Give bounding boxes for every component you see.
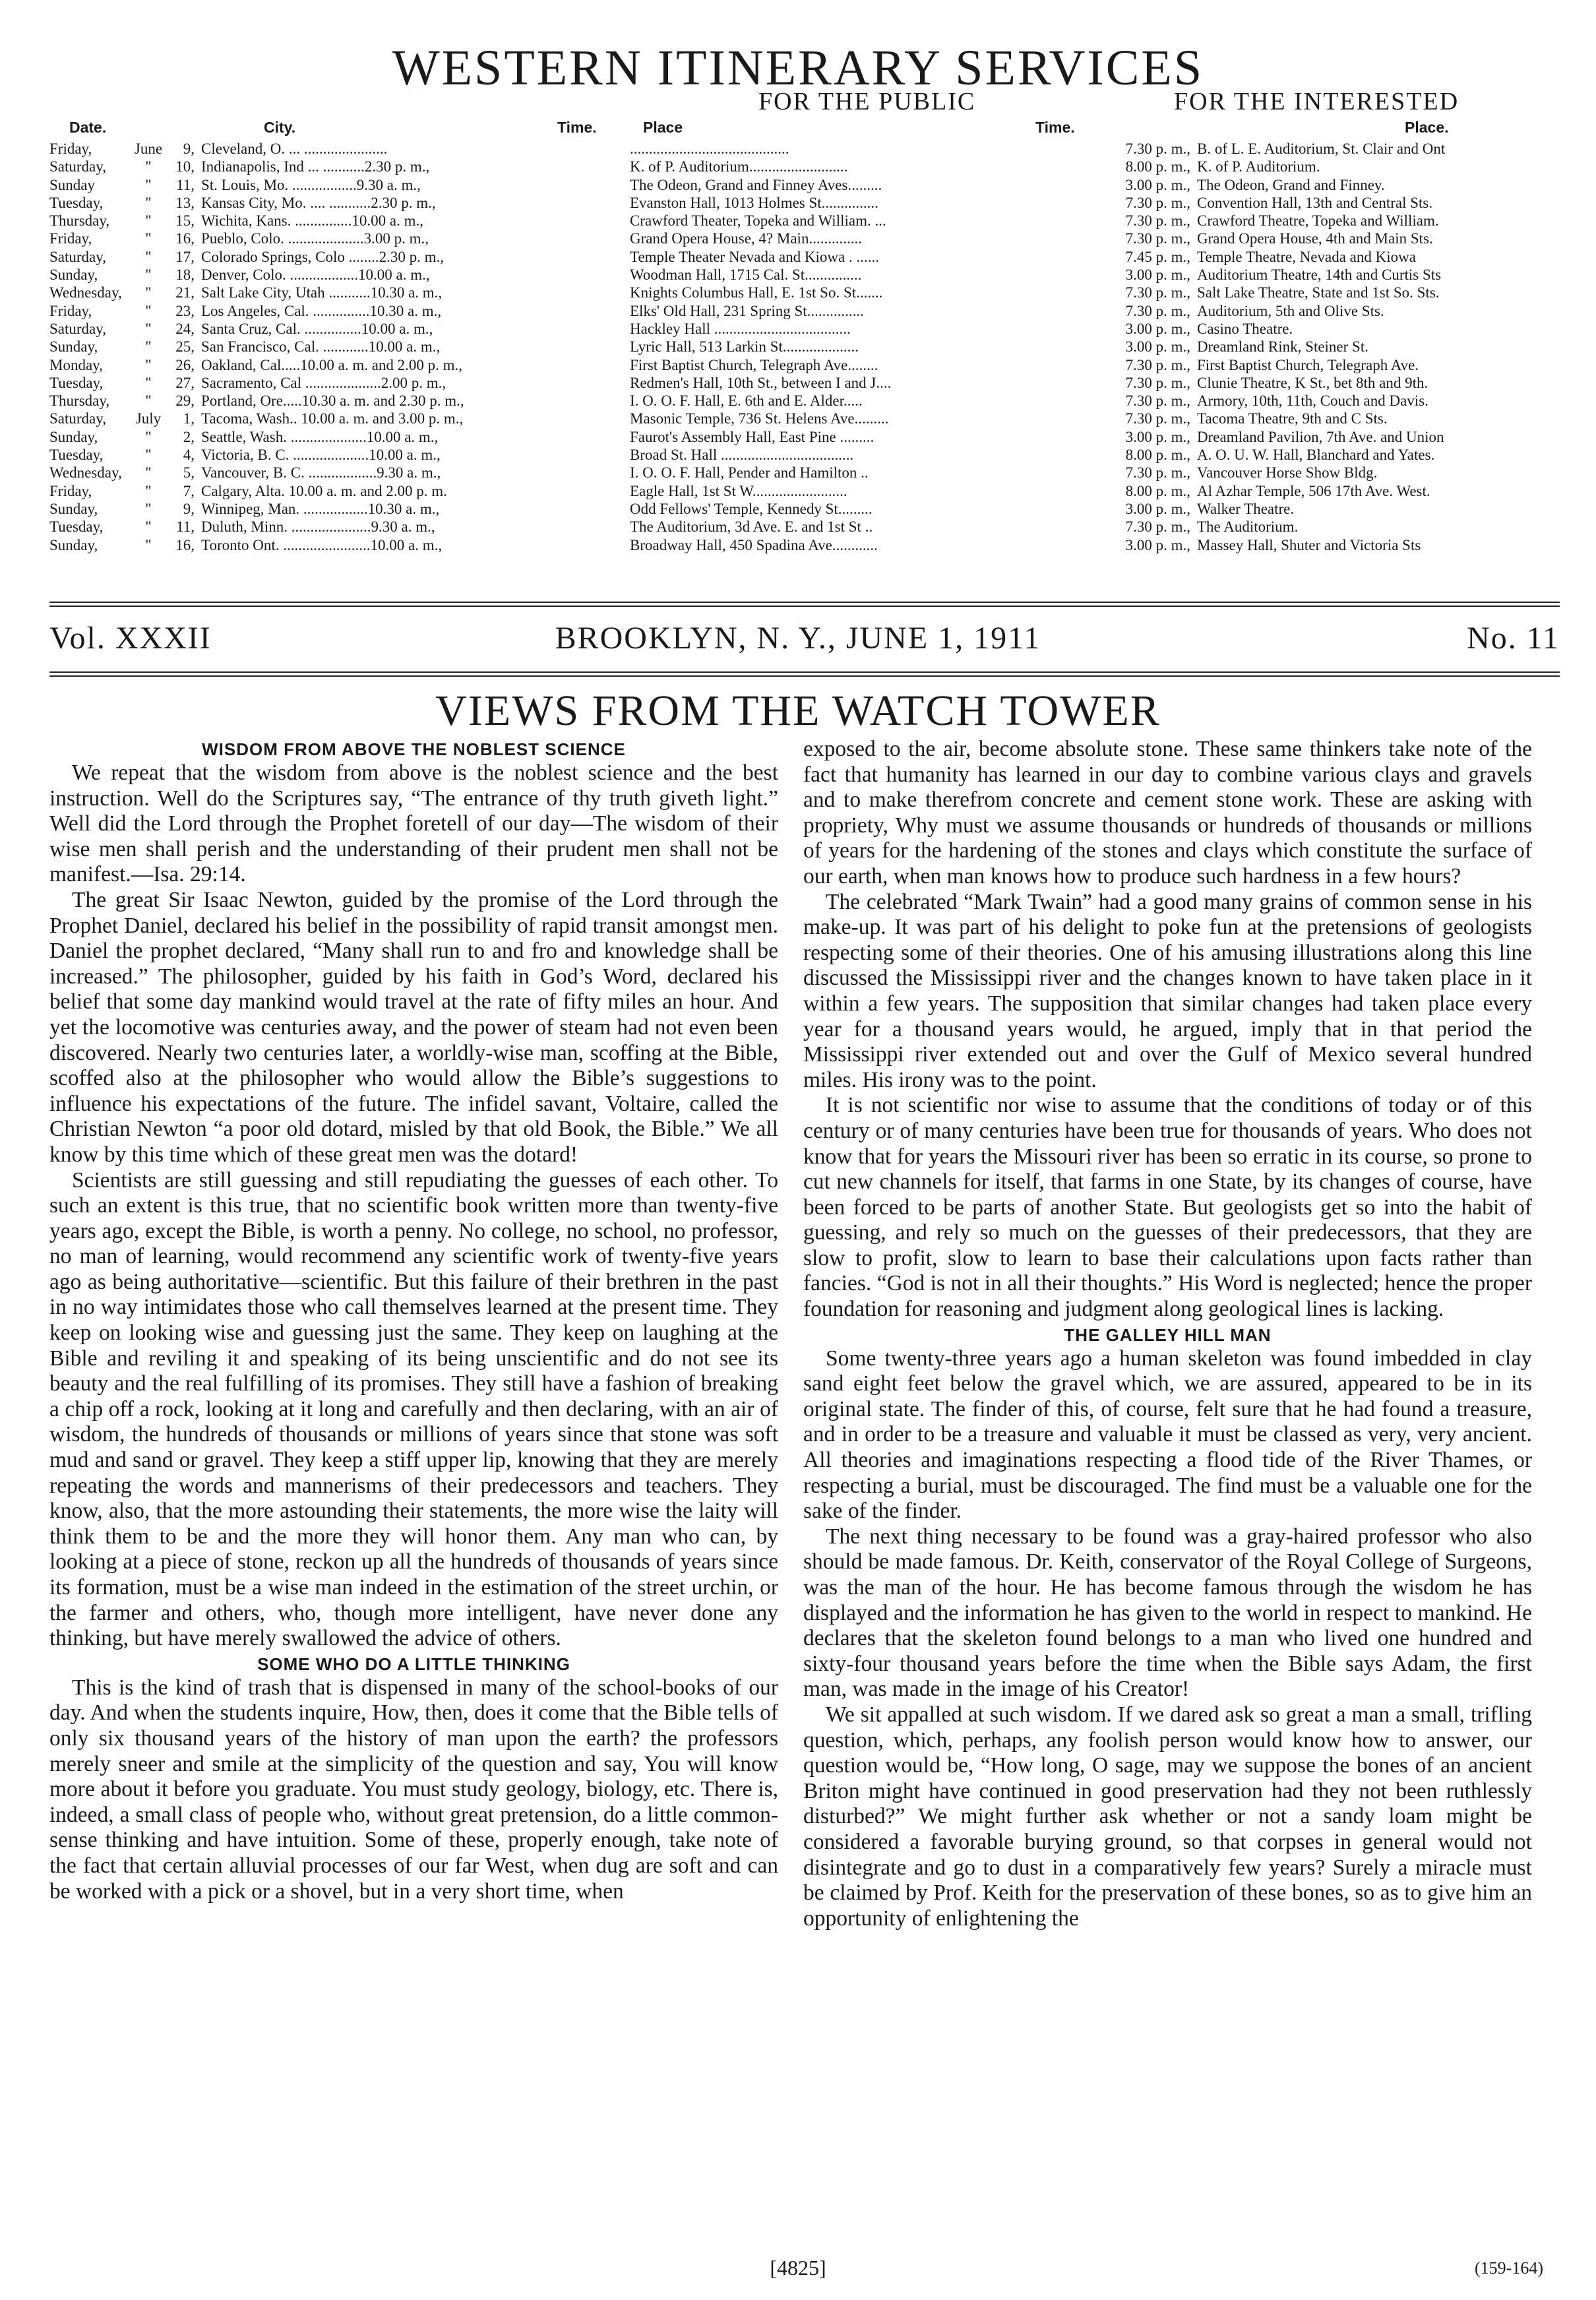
row-city-time: St. Louis, Mo. .................9.30 a. m., xyxy=(201,176,421,193)
itinerary-row xyxy=(49,230,1560,247)
row-city-time: Portland, Ore.....10.30 a. m. and 2.30 p. m., xyxy=(201,392,464,410)
row-month: " xyxy=(145,212,152,230)
row-time: 8.00 p. m., xyxy=(1125,447,1190,464)
row-month: " xyxy=(145,194,152,211)
row-city-time: Calgary, Alta. 10.00 a. m. and 2.00 p. m. xyxy=(201,482,447,499)
row-month: " xyxy=(145,500,152,517)
row-city-time: Toronto Ont. .......................10.00 a. m., xyxy=(201,536,443,553)
row-place-2: Crawford Theatre, Topeka and William. xyxy=(1197,212,1439,230)
row-date-number: 1, xyxy=(183,410,195,427)
row-city-time: Oakland, Cal.....10.00 a. m. and 2.00 p. m., xyxy=(201,356,463,373)
paragraph: Some twenty-three years ago a human skeleton was found imbedded in clay sand eight feet below the gravel which, we are assured, appeared to be in its original state. The finder of this, of course, felt sure that he had found a treasure, and in order to be a treasure and valuable it must be classed as very, very ancient. All theories and imaginations respecting a flood tide of the River Thames, or respecting a burial, must be discouraged. The find must be a valuable one for the sake of the finder. xyxy=(803,1346,1532,1524)
row-place: Redmen's Hall, 10th St., between I and J.... xyxy=(630,374,892,391)
row-city-time: San Francisco, Cal. ............10.00 a. m., xyxy=(201,338,441,356)
row-place: Temple Theater Nevada and Kiowa . ...... xyxy=(630,248,879,265)
row-day: Tuesday, xyxy=(49,374,104,391)
row-place-2: Convention Hall, 13th and Central Sts. xyxy=(1197,194,1433,211)
itinerary-row xyxy=(49,140,1560,158)
issue-dateline: BROOKLYN, N. Y., JUNE 1, 1911 xyxy=(555,621,1041,656)
row-date-number: 10, xyxy=(175,158,195,175)
row-city-time: Sacramento, Cal ....................2.00 p. m., xyxy=(201,374,446,391)
row-place-2: The Auditorium. xyxy=(1197,518,1299,536)
article-headline: VIEWS FROM THE WATCH TOWER xyxy=(435,687,1161,735)
row-place-2: Grand Opera House, 4th and Main Sts. xyxy=(1197,230,1433,247)
row-city-time: Duluth, Minn. .....................9.30 a. m., xyxy=(201,518,435,536)
row-day: Saturday, xyxy=(49,248,107,265)
rule-mid-2 xyxy=(49,675,1560,677)
itinerary-row xyxy=(49,392,1560,410)
itinerary-row xyxy=(49,212,1560,230)
row-city-time: Salt Lake City, Utah ...........10.30 a. m., xyxy=(201,284,443,301)
row-city-time: Wichita, Kans. ...............10.00 a. m., xyxy=(201,212,423,230)
row-place: Masonic Temple, 736 St. Helens Ave......... xyxy=(630,410,889,427)
row-date-number: 16, xyxy=(175,230,195,247)
row-time: 7.30 p. m., xyxy=(1125,194,1190,211)
row-time: 7.30 p. m., xyxy=(1125,302,1190,319)
row-place-2: Dreamland Pavilion, 7th Ave. and Union xyxy=(1197,428,1444,445)
rule-top-2 xyxy=(49,606,1560,607)
row-place-2: Al Azhar Temple, 506 17th Ave. West. xyxy=(1197,482,1430,499)
row-month: " xyxy=(145,248,152,265)
itinerary-header xyxy=(49,119,1560,140)
row-day: Monday, xyxy=(49,356,103,373)
row-place: Eagle Hall, 1st St W......................... xyxy=(630,482,847,499)
row-day: Friday, xyxy=(49,482,92,499)
row-place: K. of P. Auditorium.......................... xyxy=(630,158,848,175)
row-place-2: Tacoma Theatre, 9th and C Sts. xyxy=(1197,410,1388,427)
row-date-number: 4, xyxy=(183,447,195,464)
itinerary-table xyxy=(49,119,1560,554)
paragraph: exposed to the air, become absolute stone. These same thinkers take note of the fact that humanity has learned in our day to combine various clays and gravels and to make therefrom concrete and cement stone work. These are asking with propriety, Why must we assume thousands or hundreds of thousands or millions of years for the hardening of the stones and clays which constitute the surface of our earth, when man knows how to produce such hardness in a few hours? xyxy=(803,737,1532,888)
row-day: Tuesday, xyxy=(49,518,104,536)
row-date-number: 26, xyxy=(175,356,195,373)
row-city-time: Denver, Colo. ..................10.00 a. m., xyxy=(201,266,430,284)
row-city-time: Colorado Springs, Colo ........2.30 p. m., xyxy=(201,248,445,265)
left-column xyxy=(49,737,778,1904)
row-place-2: Dreamland Rink, Steiner St. xyxy=(1197,338,1368,356)
row-month: " xyxy=(145,302,152,319)
row-month: " xyxy=(145,176,152,193)
row-day: Saturday, xyxy=(49,320,107,337)
row-time: 8.00 p. m., xyxy=(1125,158,1190,175)
row-place: Lyric Hall, 513 Larkin St.................... xyxy=(630,338,859,356)
row-date-number: 29, xyxy=(175,392,195,410)
itinerary-row xyxy=(49,248,1560,266)
row-city-time: Tacoma, Wash.. 10.00 a. m. and 3.00 p. m., xyxy=(201,410,464,427)
header-time: Time. xyxy=(557,119,597,136)
row-date-number: 9, xyxy=(183,500,195,517)
row-place: Broad St. Hall ................................... xyxy=(630,447,854,464)
rule-top-1 xyxy=(49,602,1560,603)
row-time: 3.00 p. m., xyxy=(1125,428,1190,445)
row-time: 3.00 p. m., xyxy=(1125,536,1190,553)
row-city-time: Santa Cruz, Cal. ...............10.00 a. m., xyxy=(201,320,433,337)
row-place-2: Clunie Theatre, K St., bet 8th and 9th. xyxy=(1197,374,1428,391)
row-place: I. O. O. F. Hall, Pender and Hamilton .. xyxy=(630,464,869,482)
row-month: " xyxy=(145,284,152,301)
itinerary-row xyxy=(49,410,1560,427)
row-time: 7.30 p. m., xyxy=(1125,392,1190,410)
row-place-2: Auditorium, 5th and Olive Sts. xyxy=(1197,302,1384,319)
row-place: Odd Fellows' Temple, Kennedy St......... xyxy=(630,500,873,517)
row-month: " xyxy=(145,158,152,175)
row-place-2: Temple Theatre, Nevada and Kiowa xyxy=(1197,248,1416,265)
row-time: 3.00 p. m., xyxy=(1125,338,1190,356)
paragraph: We sit appalled at such wisdom. If we dared ask so great a man a small, trifling question, which, perhaps, any foolish person would know how to answer, our question would be, “How long, O sage, may we suppose the bones of an ancient Briton might have continued in good preservation had they not been ruthlessly disturbed?” We might further ask whether or not a sandy loam might be considered a favorable burying ground, so that corpses in general would not disintegrate and go to dust in a comparatively few years? Surely a miracle must be claimed by Prof. Keith for the preservation of these bones, so as to give him an opportunity of enlightening the xyxy=(803,1702,1532,1931)
right-column xyxy=(803,737,1532,1931)
row-place: Faurot's Assembly Hall, East Pine ......... xyxy=(630,428,875,445)
row-place-2: First Baptist Church, Telegraph Ave. xyxy=(1197,356,1419,373)
row-month: " xyxy=(145,356,152,373)
row-date-number: 27, xyxy=(175,374,195,391)
row-day: Friday, xyxy=(49,302,92,319)
row-time: 7.45 p. m., xyxy=(1125,248,1190,265)
row-city-time: Victoria, B. C. ....................10.00 a. m., xyxy=(201,447,441,464)
row-time: 7.30 p. m., xyxy=(1125,356,1190,373)
row-month: " xyxy=(145,464,152,482)
itinerary-row xyxy=(49,266,1560,284)
row-date-number: 2, xyxy=(183,428,195,445)
itinerary-row xyxy=(49,356,1560,374)
row-city-time: Cleveland, O. ... ...................... xyxy=(201,140,388,157)
row-time: 8.00 p. m., xyxy=(1125,482,1190,499)
row-city-time: Los Angeles, Cal. ...............10.30 a. m., xyxy=(201,302,442,319)
row-time: 7.30 p. m., xyxy=(1125,212,1190,230)
row-month: June xyxy=(134,140,163,157)
itinerary-row xyxy=(49,302,1560,320)
rule-mid-1 xyxy=(49,671,1560,673)
row-place: Woodman Hall, 1715 Cal. St............... xyxy=(630,266,862,284)
paragraph: This is the kind of trash that is dispensed in many of the school-books of our day. And when the students inquire, How, then, does it come that the Bible tells of only six thousand years of the history of man upon the earth? the professors merely sneer and smile at the simplicity of the question and say, You will know more about it before you graduate. You must study geology, biology, etc. There is, indeed, a small class of people who, without great pretension, do a little common-sense thinking and have intuition. Some of these, properly enough, take note of the fact that certain alluvial processes of our far West, when dug are soft and can be worked with a pick or a shovel, but in a very short time, when xyxy=(49,1675,778,1904)
row-city-time: Winnipeg, Man. .................10.30 a. m., xyxy=(201,500,440,517)
row-place-2: Vancouver Horse Show Bldg. xyxy=(1197,464,1378,482)
row-day: Sunday, xyxy=(49,536,98,553)
row-month: " xyxy=(145,374,152,391)
paragraph: The celebrated “Mark Twain” had a good many grains of common sense in his make-up. It was part of his delight to poke fun at the pretensions of geologists respecting some of their theories. One of his amusing illustrations along this line discussed the Mississippi river and the changes known to have taken place in it within a few years. The supposition that similar changes had taken place every year for a thousand years would, he argued, imply that in that period the Mississippi river extended out and over the Gulf of Mexico several hundred miles. His irony was to the point. xyxy=(803,889,1532,1092)
row-place: Evanston Hall, 1013 Holmes St............... xyxy=(630,194,878,211)
row-date-number: 24, xyxy=(175,320,195,337)
masthead-subtitle-interested: FOR THE INTERESTED xyxy=(1174,88,1459,115)
row-date-number: 18, xyxy=(175,266,195,284)
row-day: Saturday, xyxy=(49,410,107,427)
row-date-number: 5, xyxy=(183,464,195,482)
row-place: Crawford Theater, Topeka and William. ... xyxy=(630,212,886,230)
row-month: " xyxy=(145,428,152,445)
itinerary-row xyxy=(49,482,1560,500)
masthead-title: WESTERN ITINERARY SERVICES xyxy=(392,40,1204,96)
row-day: Friday, xyxy=(49,230,92,247)
row-place: .......................................... xyxy=(630,140,789,157)
row-time: 7.30 p. m., xyxy=(1125,284,1190,301)
row-city-time: Vancouver, B. C. ..................9.30 a. m., xyxy=(201,464,441,482)
header-time-2: Time. xyxy=(1035,119,1075,136)
row-date-number: 13, xyxy=(175,194,195,211)
row-place: The Auditorium, 3d Ave. E. and 1st St .. xyxy=(630,518,873,536)
row-place-2: Walker Theatre. xyxy=(1197,500,1295,517)
section-subheading: THE GALLEY HILL MAN xyxy=(1064,1324,1272,1345)
row-day: Tuesday, xyxy=(49,447,104,464)
row-date-number: 11, xyxy=(176,176,195,193)
row-place: First Baptist Church, Telegraph Ave........ xyxy=(630,356,878,373)
itinerary-row xyxy=(49,158,1560,175)
masthead-subtitle-public: FOR THE PUBLIC xyxy=(758,88,976,115)
row-time: 7.30 p. m., xyxy=(1125,140,1190,157)
paragraph: It is not scientific nor wise to assume that the conditions of today or of this century or of many centuries have been true for thousands of years. Who does not know that for years the Missouri river has been so erratic in its course, so prone to cut new channels for itself, that farms in one State, by its changes of course, have been forced to be parts of another State. But geologists get so into the habit of guessing, and rely so much on the guesses of their predecessors, that they are slow to profit, slow to learn to base their calculations upon facts rather than fancies. “God is not in all their thoughts.” His Word is neglected; hence the proper foundation for reasoning and judgment along geological lines is lacking. xyxy=(803,1093,1532,1322)
paragraph: Scientists are still guessing and still repudiating the guesses of each other. To such an extent is this true, that no scientific book written more than twenty-five years ago, except the Bible, is worth a penny. No college, no school, no professor, no man of learning, would recommend any scientific work of twenty-five years ago as being authoritative—scientific. But this failure of their brethren in the past in no way intimidates those who call themselves learned at the present time. They keep on looking wise and guessing just the same. They keep on laughing at the Bible and reviling it and speaking of its being unscientific and do not see its beauty and the real fulfilling of its promises. They still have a fashion of breaking a chip off a rock, looking at it long and carefully and then declaring, with an air of wisdom, the hundreds of thousands or millions of years since that stone was soft mud and sand or gravel. They keep a stiff upper lip, knowing that they are merely repeating the words and mannerisms of their predecessors and teachers. They know, also, that the more astounding their statements, the more wise the laity will think them to be and the more they will honor them. Any man who can, by looking at a piece of stone, reckon up all the hundreds of thousands of years since its formation, must be a wise man indeed in the estimation of the street urchin, or the farmer and others, who, though more intelligent, have never done any thinking, but have merely swallowed the advice of others. xyxy=(49,1167,778,1651)
row-month: " xyxy=(145,392,152,410)
issue-volume: Vol. XXXII xyxy=(49,621,212,656)
row-place-2: Armory, 10th, 11th, Couch and Davis. xyxy=(1197,392,1428,410)
itinerary-row xyxy=(49,536,1560,554)
row-day: Saturday, xyxy=(49,158,107,175)
row-place: Hackley Hall .................................... xyxy=(630,320,851,337)
header-place: Place xyxy=(643,119,683,136)
row-month: July xyxy=(135,410,162,427)
row-city-time: Indianapolis, Ind ... ...........2.30 p. m., xyxy=(201,158,430,175)
row-date-number: 25, xyxy=(175,338,195,356)
row-place: Grand Opera House, 4? Main.............. xyxy=(630,230,862,247)
row-city-time: Kansas City, Mo. .... ...........2.30 p. m., xyxy=(201,194,436,211)
section-subheading: WISDOM FROM ABOVE THE NOBLEST SCIENCE xyxy=(202,739,626,759)
row-day: Thursday, xyxy=(49,392,110,410)
row-month: " xyxy=(145,482,152,499)
itinerary-row xyxy=(49,428,1560,446)
row-date-number: 7, xyxy=(183,482,195,499)
issue-number: No. 11 xyxy=(1467,621,1560,656)
row-place-2: B. of L. E. Auditorium, St. Clair and Ont xyxy=(1197,140,1446,157)
row-time: 7.30 p. m., xyxy=(1125,464,1190,482)
row-time: 3.00 p. m., xyxy=(1125,500,1190,517)
row-day: Sunday, xyxy=(49,500,98,517)
itinerary-row xyxy=(49,446,1560,464)
row-time: 3.00 p. m., xyxy=(1125,320,1190,337)
header-place-2: Place. xyxy=(1405,119,1449,136)
row-time: 7.30 p. m., xyxy=(1125,410,1190,427)
itinerary-row xyxy=(49,464,1560,482)
row-day: Wednesday, xyxy=(49,284,122,301)
row-place: The Odeon, Grand and Finney Aves......... xyxy=(630,176,882,193)
row-time: 3.00 p. m., xyxy=(1125,266,1190,284)
row-city-time: Seattle, Wash. ....................10.00 a. m., xyxy=(201,428,439,445)
row-date-number: 9, xyxy=(183,140,195,157)
row-date-number: 11, xyxy=(176,518,195,536)
row-day: Sunday, xyxy=(49,338,98,356)
itinerary-row xyxy=(49,374,1560,392)
itinerary-row xyxy=(49,194,1560,212)
row-city-time: Pueblo, Colo. ....................3.00 p. m., xyxy=(201,230,429,247)
row-day: Friday, xyxy=(49,140,92,157)
paragraph: We repeat that the wisdom from above is the noblest science and the best instruction. Well do the Scriptures say, “The entrance of thy truth giveth light.” Well did the Lord through the Prophet foretell of our day—The wisdom of their wise men shall perish and the understanding of their prudent men shall not be manifest.—Isa. 29:14. xyxy=(49,761,778,887)
row-date-number: 23, xyxy=(175,302,195,319)
row-place-2: K. of P. Auditorium. xyxy=(1197,158,1320,175)
itinerary-row xyxy=(49,284,1560,301)
row-month: " xyxy=(145,266,152,284)
row-place-2: Casino Theatre. xyxy=(1197,320,1293,337)
paragraph: The next thing necessary to be found was a gray-haired professor who also should be made famous. Dr. Keith, conservator of the Royal College of Surgeons, was the man of the hour. He has become famous through the wisdom he has displayed and the information he has given to the world in respect to mankind. He declares that the skeleton found belongs to a man who lived one hundred and sixty-four thousand years before the time when the Bible says Adam, the first man, was made in the image of his Creator! xyxy=(803,1524,1532,1702)
itinerary-row xyxy=(49,338,1560,356)
itinerary-rows xyxy=(49,140,1560,554)
row-date-number: 16, xyxy=(175,536,195,553)
row-month: " xyxy=(145,230,152,247)
header-city: City. xyxy=(264,119,296,136)
row-place: Elks' Old Hall, 231 Spring St............... xyxy=(630,302,864,319)
row-date-number: 15, xyxy=(175,212,195,230)
paragraph: The great Sir Isaac Newton, guided by the promise of the Lord through the Prophet Daniel, declared his belief in the possibility of rapid transit amongst men. Daniel the prophet declared, “Many shall run to and fro and knowledge shall be increased.” The philosopher, guided by his faith in God’s Word, declared his belief that some day mankind would travel at the rate of fifty miles an hour. And yet the locomotive was centuries away, and the power of steam had not even been discovered. Nearly two centuries later, a worldly-wise man, scoffing at the Bible, scoffed also at the philosopher who would allow the Bible’s suggestions to influence his expectations of the future. The infidel savant, Voltaire, called the Christian Newton “a poor old dotard, misled by that old Book, the Bible.” We all know by this time which of these great men was the dotard! xyxy=(49,887,778,1167)
row-day: Sunday, xyxy=(49,266,98,284)
row-month: " xyxy=(145,518,152,536)
page-number: [4825] xyxy=(770,2256,826,2280)
itinerary-row xyxy=(49,320,1560,338)
itinerary-row xyxy=(49,500,1560,518)
row-time: 7.30 p. m., xyxy=(1125,518,1190,536)
row-time: 7.30 p. m., xyxy=(1125,374,1190,391)
row-month: " xyxy=(145,447,152,464)
section-subheading: SOME WHO DO A LITTLE THINKING xyxy=(257,1654,570,1674)
row-month: " xyxy=(145,320,152,337)
row-day: Wednesday, xyxy=(49,464,122,482)
row-month: " xyxy=(145,338,152,356)
row-place-2: A. O. U. W. Hall, Blanchard and Yates. xyxy=(1197,447,1435,464)
row-time: 7.30 p. m., xyxy=(1125,230,1190,247)
row-place-2: Auditorium Theatre, 14th and Curtis Sts xyxy=(1197,266,1442,284)
header-date: Date. xyxy=(69,119,107,136)
row-place-2: Massey Hall, Shuter and Victoria Sts xyxy=(1197,536,1421,553)
itinerary-row xyxy=(49,518,1560,536)
itinerary-row xyxy=(49,176,1560,194)
row-day: Tuesday, xyxy=(49,194,104,211)
row-place: I. O. O. F. Hall, E. 6th and E. Alder..... xyxy=(630,392,863,410)
row-day: Sunday, xyxy=(49,428,98,445)
row-time: 3.00 p. m., xyxy=(1125,176,1190,193)
row-place-2: The Odeon, Grand and Finney. xyxy=(1197,176,1385,193)
row-place: Broadway Hall, 450 Spadina Ave............ xyxy=(630,536,878,553)
row-date-number: 21, xyxy=(175,284,195,301)
row-place-2: Salt Lake Theatre, State and 1st So. Sts. xyxy=(1197,284,1440,301)
row-day: Thursday, xyxy=(49,212,110,230)
row-place: Knights Columbus Hall, E. 1st So. St....... xyxy=(630,284,883,301)
row-month: " xyxy=(145,536,152,553)
row-day: Sunday xyxy=(49,176,95,193)
page-range: (159-164) xyxy=(1475,2258,1543,2278)
row-date-number: 17, xyxy=(175,248,195,265)
